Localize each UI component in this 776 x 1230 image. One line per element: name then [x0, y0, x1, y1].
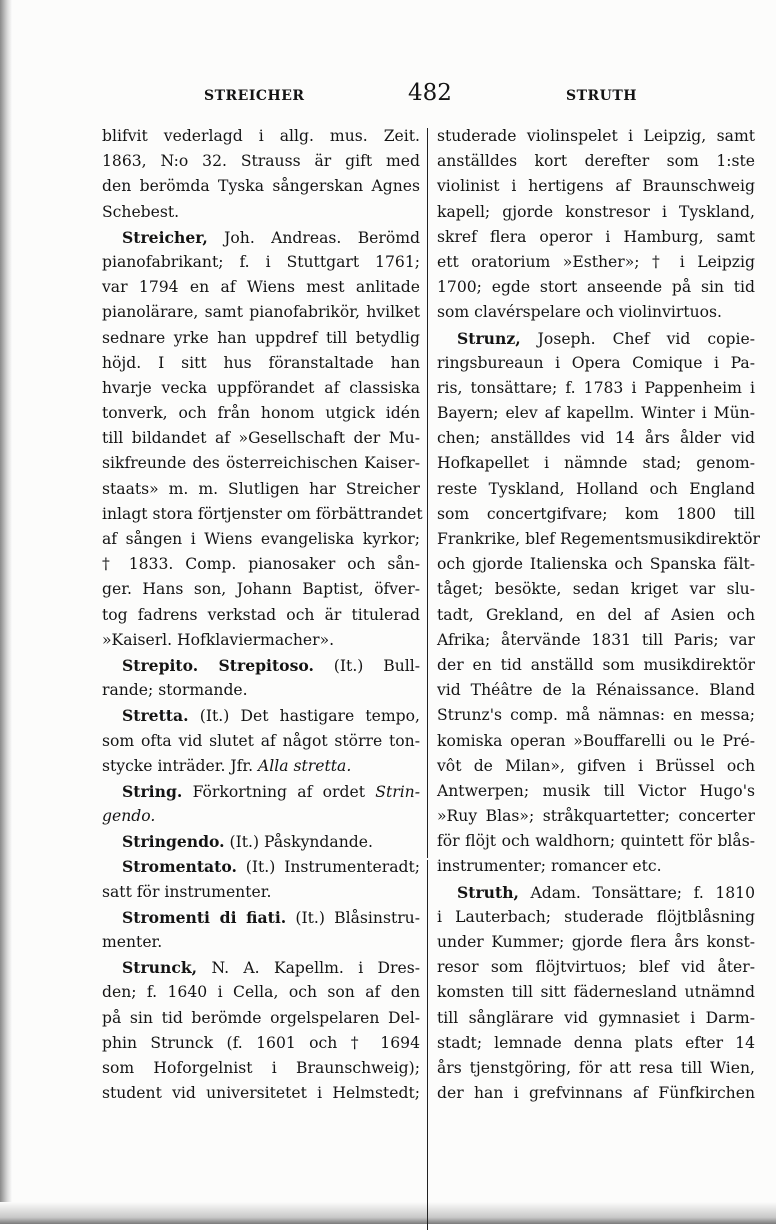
text-line: [437, 703, 755, 728]
line-text: phin Strunck (f. 1601 och † 1694: [102, 1033, 420, 1052]
text-line: [102, 754, 420, 779]
column-divider: [427, 128, 428, 858]
text-line: [437, 854, 755, 879]
text-line: [102, 980, 420, 1005]
line-text: Joseph. Chef vid copie-: [520, 329, 755, 348]
text-line: [437, 1081, 755, 1106]
line-text: reste Tyskland, Holland och England: [437, 479, 755, 498]
entry-headword: Stromenti di fiati.: [122, 907, 287, 927]
line-text: ris, tonsättare; f. 1783 i Pappenheim i: [437, 378, 755, 397]
text-line: [102, 451, 420, 476]
text-line: [437, 527, 761, 552]
text-line: [102, 250, 420, 275]
text-line: [437, 930, 755, 955]
line-text: skref flera operor i Hamburg, samt: [437, 227, 755, 246]
line-text: Joh. Andreas. Berömd: [207, 228, 420, 247]
line-text: den berömda Tyska sångerskan Agnes: [102, 177, 420, 196]
running-header: [0, 80, 776, 110]
text-line: [102, 603, 420, 628]
line-text: som concertgifvare; kom 1800 till: [437, 504, 755, 523]
line-text: »Ruy Blas»; stråkquartetter; concerter: [437, 807, 755, 826]
text-line: [102, 779, 420, 804]
line-text: pianolärare, samt pianofabrikör, hvilket: [102, 303, 420, 322]
italic-text: gendo.: [102, 807, 156, 826]
line-text: Frankrike, blef Regementsmusikdirektör: [437, 530, 761, 548]
text-line: [437, 326, 755, 351]
text-line: [437, 477, 755, 502]
entry-headword: Stretta.: [122, 706, 189, 726]
text-line: [102, 552, 420, 577]
text-line: [437, 577, 755, 602]
line-text: års tjenstgöring, för att resa till Wien,: [437, 1058, 755, 1077]
text-line: [437, 552, 755, 577]
text-line: [102, 300, 420, 325]
entry-headword: Strunz,: [457, 328, 521, 348]
line-text: Afrika; återvände 1831 till Paris; var: [437, 630, 755, 649]
text-line: [437, 351, 755, 376]
line-text: till bildandet af »Gesellschaft der Mu-: [102, 429, 420, 448]
line-text: som Hoforgelnist i Braunschweig);: [102, 1058, 420, 1077]
line-text: (It.) Blåsinstru-: [286, 908, 420, 927]
line-text: anställdes kort derefter som 1:ste: [437, 152, 755, 171]
line-text: stadt; lemnade denna plats efter 14: [437, 1033, 755, 1052]
text-line: [437, 225, 755, 250]
line-text: satt för instrumenter.: [102, 882, 272, 901]
line-text: N. A. Kapellm. i Dres-: [197, 959, 420, 978]
text-line: [437, 804, 755, 829]
text-line: [102, 880, 420, 905]
line-text: »Kaiserl. Hofklaviermacher».: [102, 630, 335, 649]
line-text: † 1833. Comp. pianosaker och sån-: [102, 555, 420, 574]
text-line: [437, 729, 755, 754]
text-line: [437, 275, 755, 300]
entry-headword: Strepito. Strepitoso.: [122, 655, 314, 675]
text-line: [102, 703, 420, 728]
line-text: menter.: [102, 933, 163, 951]
line-text: i Lauterbach; studerade flöjtblåsning: [437, 907, 755, 926]
text-line: [102, 225, 420, 250]
line-text: tadt, Grekland, en del af Asien och: [437, 605, 755, 624]
text-line: [437, 451, 755, 476]
text-line: [102, 1056, 420, 1081]
line-text: vôt de Milan», gifven i Brüssel och: [437, 756, 755, 775]
page-edge-shadow: [0, 0, 12, 1224]
text-line: [102, 1081, 420, 1106]
line-text: Adam. Tonsättare; f. 1810: [519, 883, 755, 902]
line-text: 1700; egde stort anseende på sin tid: [437, 278, 755, 297]
text-line: [437, 905, 755, 930]
text-line: [437, 376, 755, 401]
line-text: Schebest.: [102, 202, 180, 221]
line-text: rande; stormande.: [102, 681, 248, 700]
left-column: [102, 124, 423, 1106]
line-text: Hofkapellet i nämnde stad; genom-: [437, 454, 755, 473]
line-text: inlagt stora förtjenster om förbättrandet: [102, 504, 423, 523]
line-text: sikfreunde des österreichischen Kaiser-: [102, 454, 420, 473]
text-line: [102, 124, 420, 149]
text-line: [437, 678, 755, 703]
line-text: pianofabrikant; f. i Stuttgart 1761;: [102, 252, 420, 271]
right-column: [437, 124, 761, 1106]
line-text: Antwerpen; musik till Victor Hugo's: [437, 781, 755, 800]
line-text: (It.) Bull-: [313, 656, 420, 675]
text-line: [437, 174, 755, 199]
entry-headword: Stringendo.: [122, 832, 225, 852]
text-line: [102, 351, 420, 376]
text-line: [102, 275, 420, 300]
page-number: 482: [408, 80, 452, 106]
line-text: der en tid anställd som musikdirektör: [437, 655, 755, 674]
entry-headword: String.: [122, 781, 183, 801]
line-text: för flöjt och waldhorn; quintett för blås-: [437, 832, 755, 851]
text-line: [102, 829, 420, 854]
text-line: [437, 754, 755, 779]
text-line: [102, 527, 420, 552]
line-text: resor som flöjtvirtuos; blef vid åter-: [437, 958, 755, 977]
entry-headword: Strunck,: [122, 958, 198, 978]
page-bottom-shadow: [0, 1202, 776, 1224]
text-line: [102, 804, 420, 829]
entry-headword: Struth,: [457, 882, 519, 902]
line-text: blifvit vederlagd i allg. mus. Zeit.: [102, 127, 420, 145]
text-line: [102, 930, 420, 955]
text-line: [437, 603, 755, 628]
text-line: [102, 905, 420, 930]
text-line: [102, 502, 423, 527]
line-text: under Kummer; gjorde flera års konst-: [437, 933, 755, 951]
text-line: [437, 300, 755, 325]
text-line: [102, 326, 420, 351]
line-text: tonverk, och från honom utgick idén: [102, 404, 420, 423]
text-line: [102, 653, 420, 678]
text-line: [437, 829, 755, 854]
line-text: ringsbureaun i Opera Comique i Pa-: [437, 353, 755, 372]
line-text: (It.) Påskyndande.: [224, 833, 373, 852]
text-line: [437, 1056, 755, 1081]
text-line: [437, 653, 755, 678]
line-text: sednare yrke han uppdref till betydlig: [102, 328, 420, 347]
line-text: som ofta vid slutet af något större ton-: [102, 731, 420, 750]
line-text: violinist i hertigens af Braunschweig: [437, 177, 755, 196]
text-line: [102, 174, 420, 199]
line-text: ett oratorium »Esther»; † i Leipzig: [437, 252, 755, 271]
text-line: [437, 250, 755, 275]
line-text: komsten till sitt fädernesland utnämnd: [437, 983, 755, 1002]
line-text: var 1794 en af Wiens mest anlitade: [102, 278, 420, 297]
line-text: tog fadrens verkstad och är titulerad: [102, 605, 420, 624]
text-line: [437, 200, 755, 225]
text-line: [437, 502, 755, 527]
text-line: [437, 1006, 755, 1031]
text-line: [437, 401, 755, 426]
line-text: chen; anställdes vid 14 års ålder vid: [437, 429, 755, 448]
line-text: vid Théâtre de la Rénaissance. Bland: [437, 681, 755, 700]
entry-headword: Streicher,: [122, 227, 208, 247]
line-text: och gjorde Italienska och Spanska fält-: [437, 555, 755, 574]
line-text: studerade violinspelet i Leipzig, samt: [437, 127, 755, 145]
line-text: den; f. 1640 i Cella, och son af den: [102, 983, 420, 1002]
line-text: 1863, N:o 32. Strauss är gift med: [102, 152, 420, 171]
text-line: [102, 376, 420, 401]
text-line: [102, 149, 420, 174]
text-line: [102, 1006, 420, 1031]
line-text: staats» m. m. Slutligen har Streicher: [102, 479, 420, 498]
line-text: komiska operan »Bouffarelli ou le Pré-: [437, 731, 755, 750]
text-line: [437, 880, 755, 905]
line-text: höjd. I sitt hus föranstaltade han: [102, 353, 420, 372]
italic-text: Alla stretta.: [258, 756, 352, 775]
line-text: ger. Hans son, Johann Baptist, öfver-: [102, 580, 420, 599]
text-line: [102, 477, 420, 502]
text-line: [437, 149, 755, 174]
left-headword: STREICHER: [204, 88, 305, 104]
text-line: [437, 426, 755, 451]
text-line: [437, 124, 755, 149]
text-line: [102, 854, 420, 879]
text-line: [102, 577, 420, 602]
text-line: [102, 401, 420, 426]
text-line: [102, 628, 420, 653]
text-line: [437, 1031, 755, 1056]
text-line: [437, 980, 755, 1005]
text-line: [102, 1031, 420, 1056]
line-text: (It.) Instrumenteradt;: [236, 858, 420, 877]
line-text: hvarje vecka uppförandet af classiska: [102, 378, 420, 397]
right-headword: STRUTH: [566, 88, 638, 104]
line-text: af sången i Wiens evangeliska kyrkor;: [102, 530, 420, 548]
line-text: till sånglärare vid gymnasiet i Darm-: [437, 1008, 755, 1027]
text-line: [437, 628, 755, 653]
text-line: [102, 729, 420, 754]
line-text: som clavérspelare och violinvirtuos.: [437, 303, 723, 322]
line-text: student vid universitetet i Helmstedt;: [102, 1084, 420, 1103]
line-text: tåget; besökte, sedan kriget var slu-: [437, 580, 755, 599]
line-text: kapell; gjorde konstresor i Tyskland,: [437, 202, 755, 221]
line-text: Bayern; elev af kapellm. Winter i Mün-: [437, 404, 755, 423]
line-text: der han i grefvinnans af Fünfkirchen: [437, 1084, 755, 1103]
text-line: [102, 200, 420, 225]
line-text: på sin tid berömde orgelspelaren Del-: [102, 1008, 420, 1027]
line-text: Strunz's comp. må nämnas: en messa;: [437, 706, 755, 725]
line-text: Förkortning af ordet: [182, 782, 376, 801]
line-text: stycke inträder. Jfr.: [102, 756, 259, 775]
entry-headword: Stromentato.: [122, 857, 237, 877]
column-divider: [427, 860, 428, 1230]
text-line: [437, 955, 755, 980]
text-line: [102, 955, 420, 980]
text-line: [102, 426, 420, 451]
text-line: [102, 678, 420, 703]
line-text: instrumenter; romancer etc.: [437, 857, 662, 876]
line-text: (It.) Det hastigare tempo,: [188, 707, 420, 726]
text-line: [437, 779, 755, 804]
italic-text: Strin-: [375, 782, 420, 801]
